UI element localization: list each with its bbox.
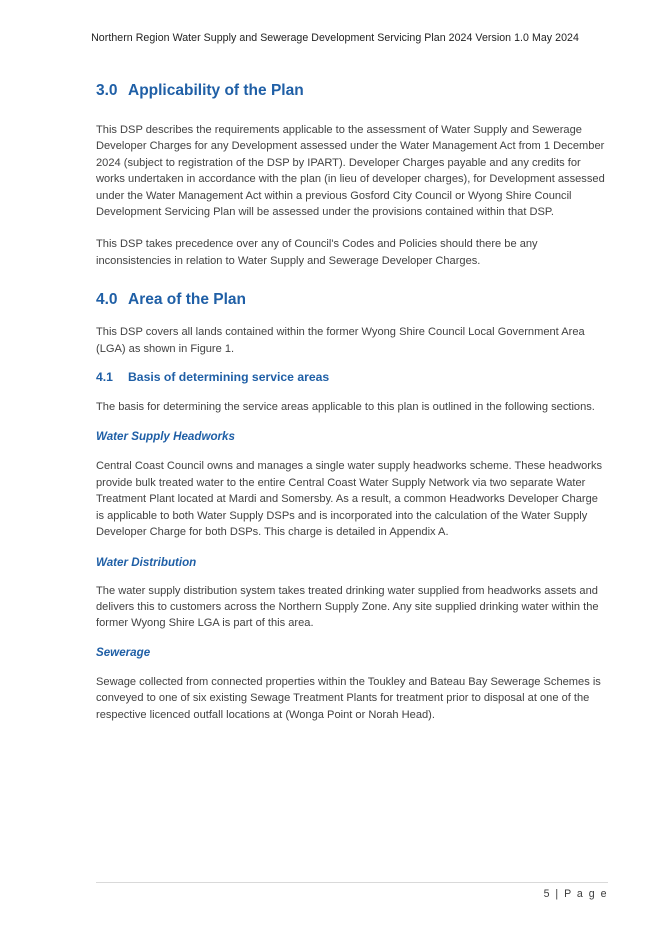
paragraph-water-distribution: The water supply distribution system takes treated drinking water supplied from headworks assets and delivers this to customers across the Northern Supply Zone. Any site supplied drinking water within the former Wyong Shire LGA is part of this area.: [96, 584, 599, 630]
paragraph-water-supply: Central Coast Council owns and manages a single water supply headworks scheme. These headworks provide bulk treated water to the entire Central Coast Water Supply Network via two separate Water Treatment Plant located at Mardi and Somersby. As a result, a common Headworks Developer Charge is applicable to both Water Supply DSPs and is incorporated into the calculation of the Water Supply Developer Charge for both DSPs. This charge is detailed in Appendix A.: [96, 460, 603, 539]
paragraph-sewerage: Sewage collected from connected properties within the Toukley and Bateau Bay Sewerage Schemes is conveyed to one of six existing Sewage Treatment Plants for treatment prior to disposal at one of the respective licenced outfall locations at (Wonga Point or Norah Head).: [96, 675, 601, 721]
paragraph-basis: The basis for determining the service areas applicable to this plan is outlined in the following sections.: [96, 401, 595, 414]
paragraph-applicability-1: This DSP describes the requirements applicable to the assessment of Water Supply and Sewerage Developer Charges for any Development assessed under the Water Management Act from 1 December 2024 (subject to registration of the DSP by IPART). Developer Charges payable and any credits for works undertaken in accordance with the plan (in lieu of developer charges), for Development assessed under the Water Management Act within a previous Gosford City Council or Wyong Shire Council Development Servicing Plan will be assessed under the provisions contained within that DSP.: [96, 124, 605, 219]
subheading-water-distribution: Water Distribution: [96, 555, 197, 569]
heading-applicability: [96, 82, 608, 100]
subheading-water-supply: Water Supply Headworks: [96, 430, 235, 444]
heading-text: Applicability of the Plan: [128, 82, 304, 99]
paragraph-applicability-2: This DSP takes precedence over any of Council's Codes and Policies should there be any inconsistencies in relation to Water Supply and Sewerage Developer Charges.: [96, 238, 538, 267]
heading-number: 4.1: [96, 370, 113, 385]
running-header: Northern Region Water Supply and Sewerage Development Servicing Plan 2024 Version 1.0 May 2024: [91, 32, 579, 44]
subheading-sewerage: Sewerage: [96, 645, 151, 659]
page-body: [96, 78, 608, 723]
heading-basis: [96, 370, 608, 384]
page-number: 5 | P a g e: [543, 888, 608, 900]
heading-text: Area of the Plan: [128, 291, 246, 309]
heading-area: [96, 291, 608, 309]
paragraph-area: This DSP covers all lands contained within the former Wyong Shire Council Local Government Area (LGA) as shown in Figure 1.: [96, 326, 585, 355]
heading-text: Basis of determining service areas: [128, 370, 330, 385]
footer-divider: [96, 882, 608, 883]
heading-number: 3.0: [96, 82, 118, 99]
heading-number: 4.0: [96, 291, 118, 309]
